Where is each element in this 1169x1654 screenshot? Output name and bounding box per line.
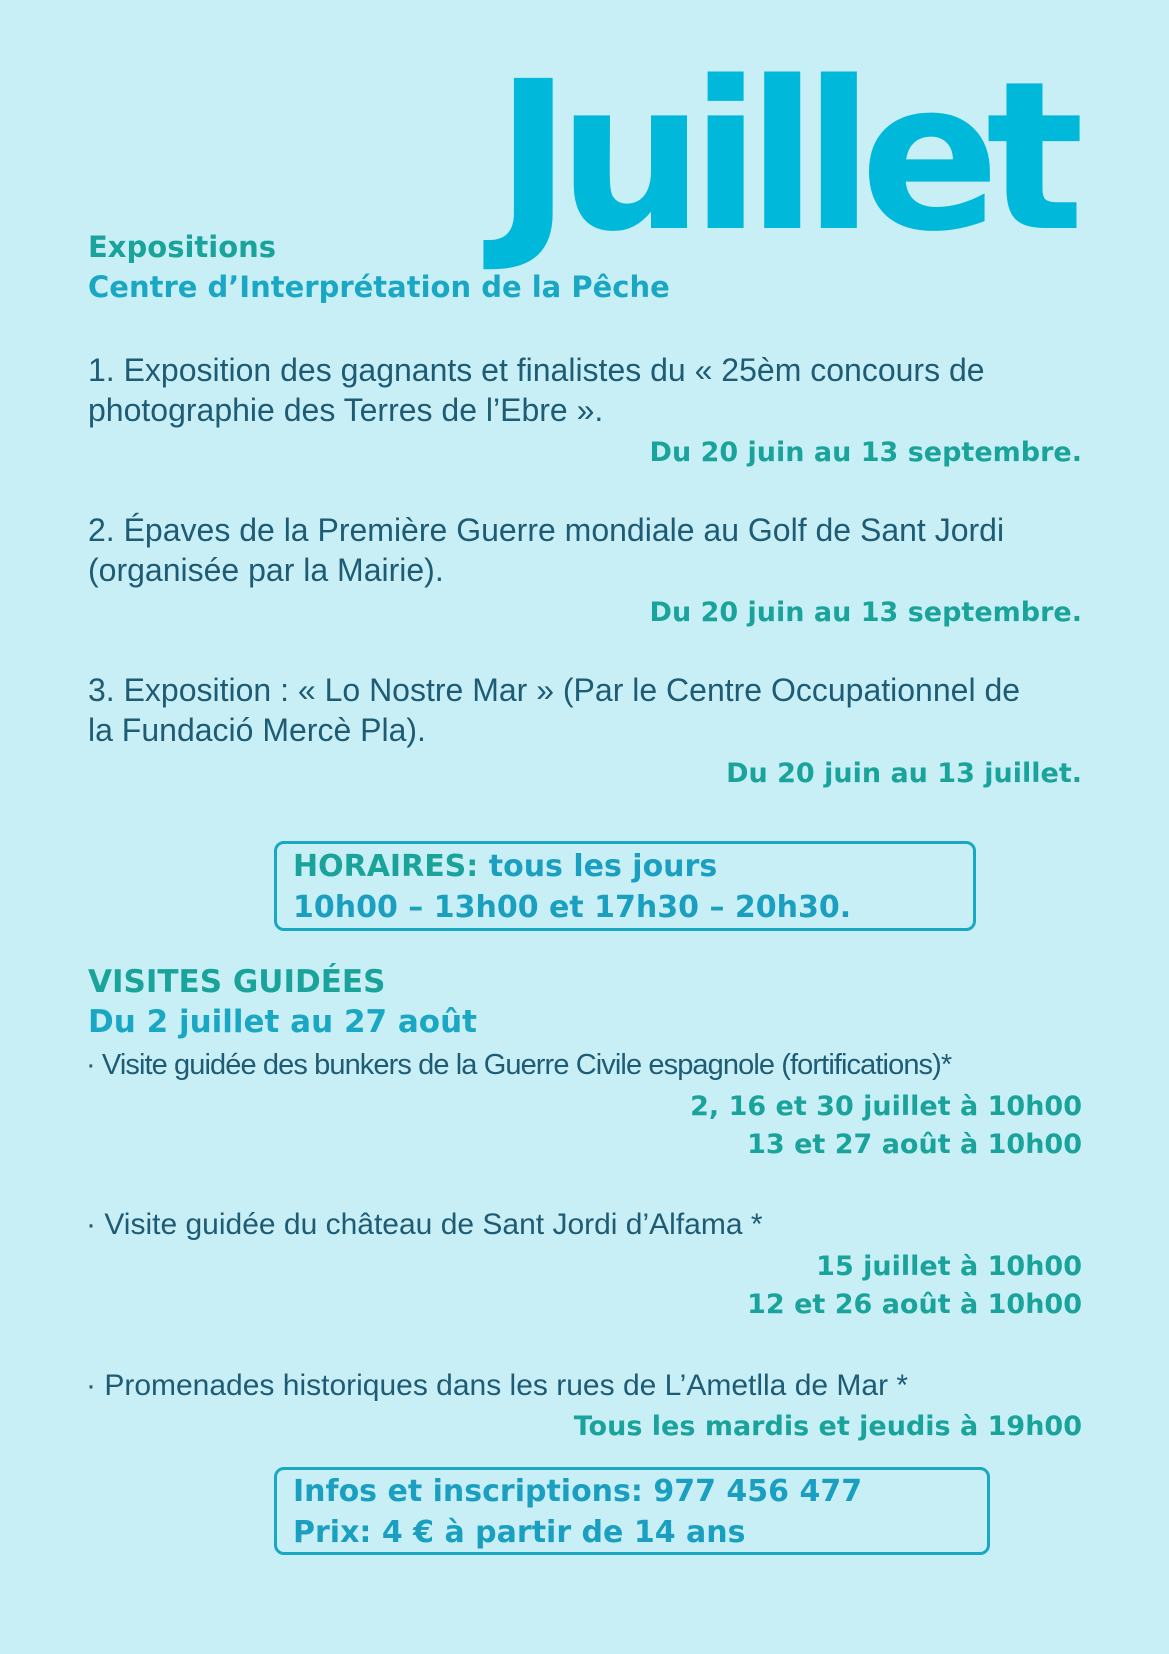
exhibition-item-3-line-2: la Fundació Mercè Pla). [88, 712, 426, 748]
exhibition-item-1-line-2: photographie des Terres de l’Ebre ». [88, 392, 604, 428]
hours-box-line-1 [293, 846, 957, 887]
exhibition-item-3-dates: Du 20 juin au 13 juillet. [726, 758, 1082, 789]
info-box [274, 1467, 990, 1555]
exhibition-item-3-line-1: 3. Exposition : « Lo Nostre Mar » (Par le Centre Occupationnel de [88, 672, 1021, 708]
exhibition-item-1-line-1: 1. Exposition des gagnants et finalistes du « 25èm concours de [88, 352, 985, 388]
visit-item-1-schedule-1: 2, 16 et 30 juillet à 10h00 [690, 1091, 1082, 1122]
visit-item-1-schedule-2: 13 et 27 août à 10h00 [747, 1129, 1082, 1160]
month-title: Juillet [495, 37, 1071, 277]
expositions-venue: Centre d’Interprétation de la Pêche [88, 270, 670, 304]
visit-item-3-label: · Promenades historiques dans les rues de L’Ametlla de Mar * [86, 1369, 909, 1402]
visit-item-2-label: · Visite guidée du château de Sant Jordi d’Alfama * [86, 1208, 763, 1241]
expositions-heading: Expositions [88, 230, 277, 264]
visit-item-3-schedule-1: Tous les mardis et jeudis à 19h00 [573, 1411, 1082, 1442]
guided-visits-period: Du 2 juillet au 27 août [88, 1004, 477, 1040]
info-box-price: Prix: 4 € à partir de 14 ans [293, 1515, 746, 1550]
exhibition-item-2-line-2: (organisée par la Mairie). [88, 552, 444, 588]
hours-box [274, 841, 976, 931]
exhibition-item-2-line-1: 2. Épaves de la Première Guerre mondiale au Golf de Sant Jordi [88, 512, 1005, 548]
exhibition-item-2-dates: Du 20 juin au 13 septembre. [649, 597, 1082, 628]
info-box-contact: Infos et inscriptions: 977 456 477 [293, 1474, 863, 1509]
hours-days: tous les jours [488, 849, 718, 884]
visit-item-1-label: · Visite guidée des bunkers de la Guerre Civile espagnole (fortifications)* [86, 1049, 952, 1081]
guided-visits-title: VISITES GUIDÉES [88, 964, 386, 1000]
hours-label: HORAIRES: [293, 849, 479, 884]
exhibition-item-1-dates: Du 20 juin au 13 septembre. [649, 437, 1082, 468]
visit-item-2-schedule-2: 12 et 26 août à 10h00 [747, 1289, 1082, 1320]
hours-times: 10h00 – 13h00 et 17h30 – 20h30. [293, 890, 852, 925]
visit-item-2-schedule-1: 15 juillet à 10h00 [816, 1251, 1082, 1282]
